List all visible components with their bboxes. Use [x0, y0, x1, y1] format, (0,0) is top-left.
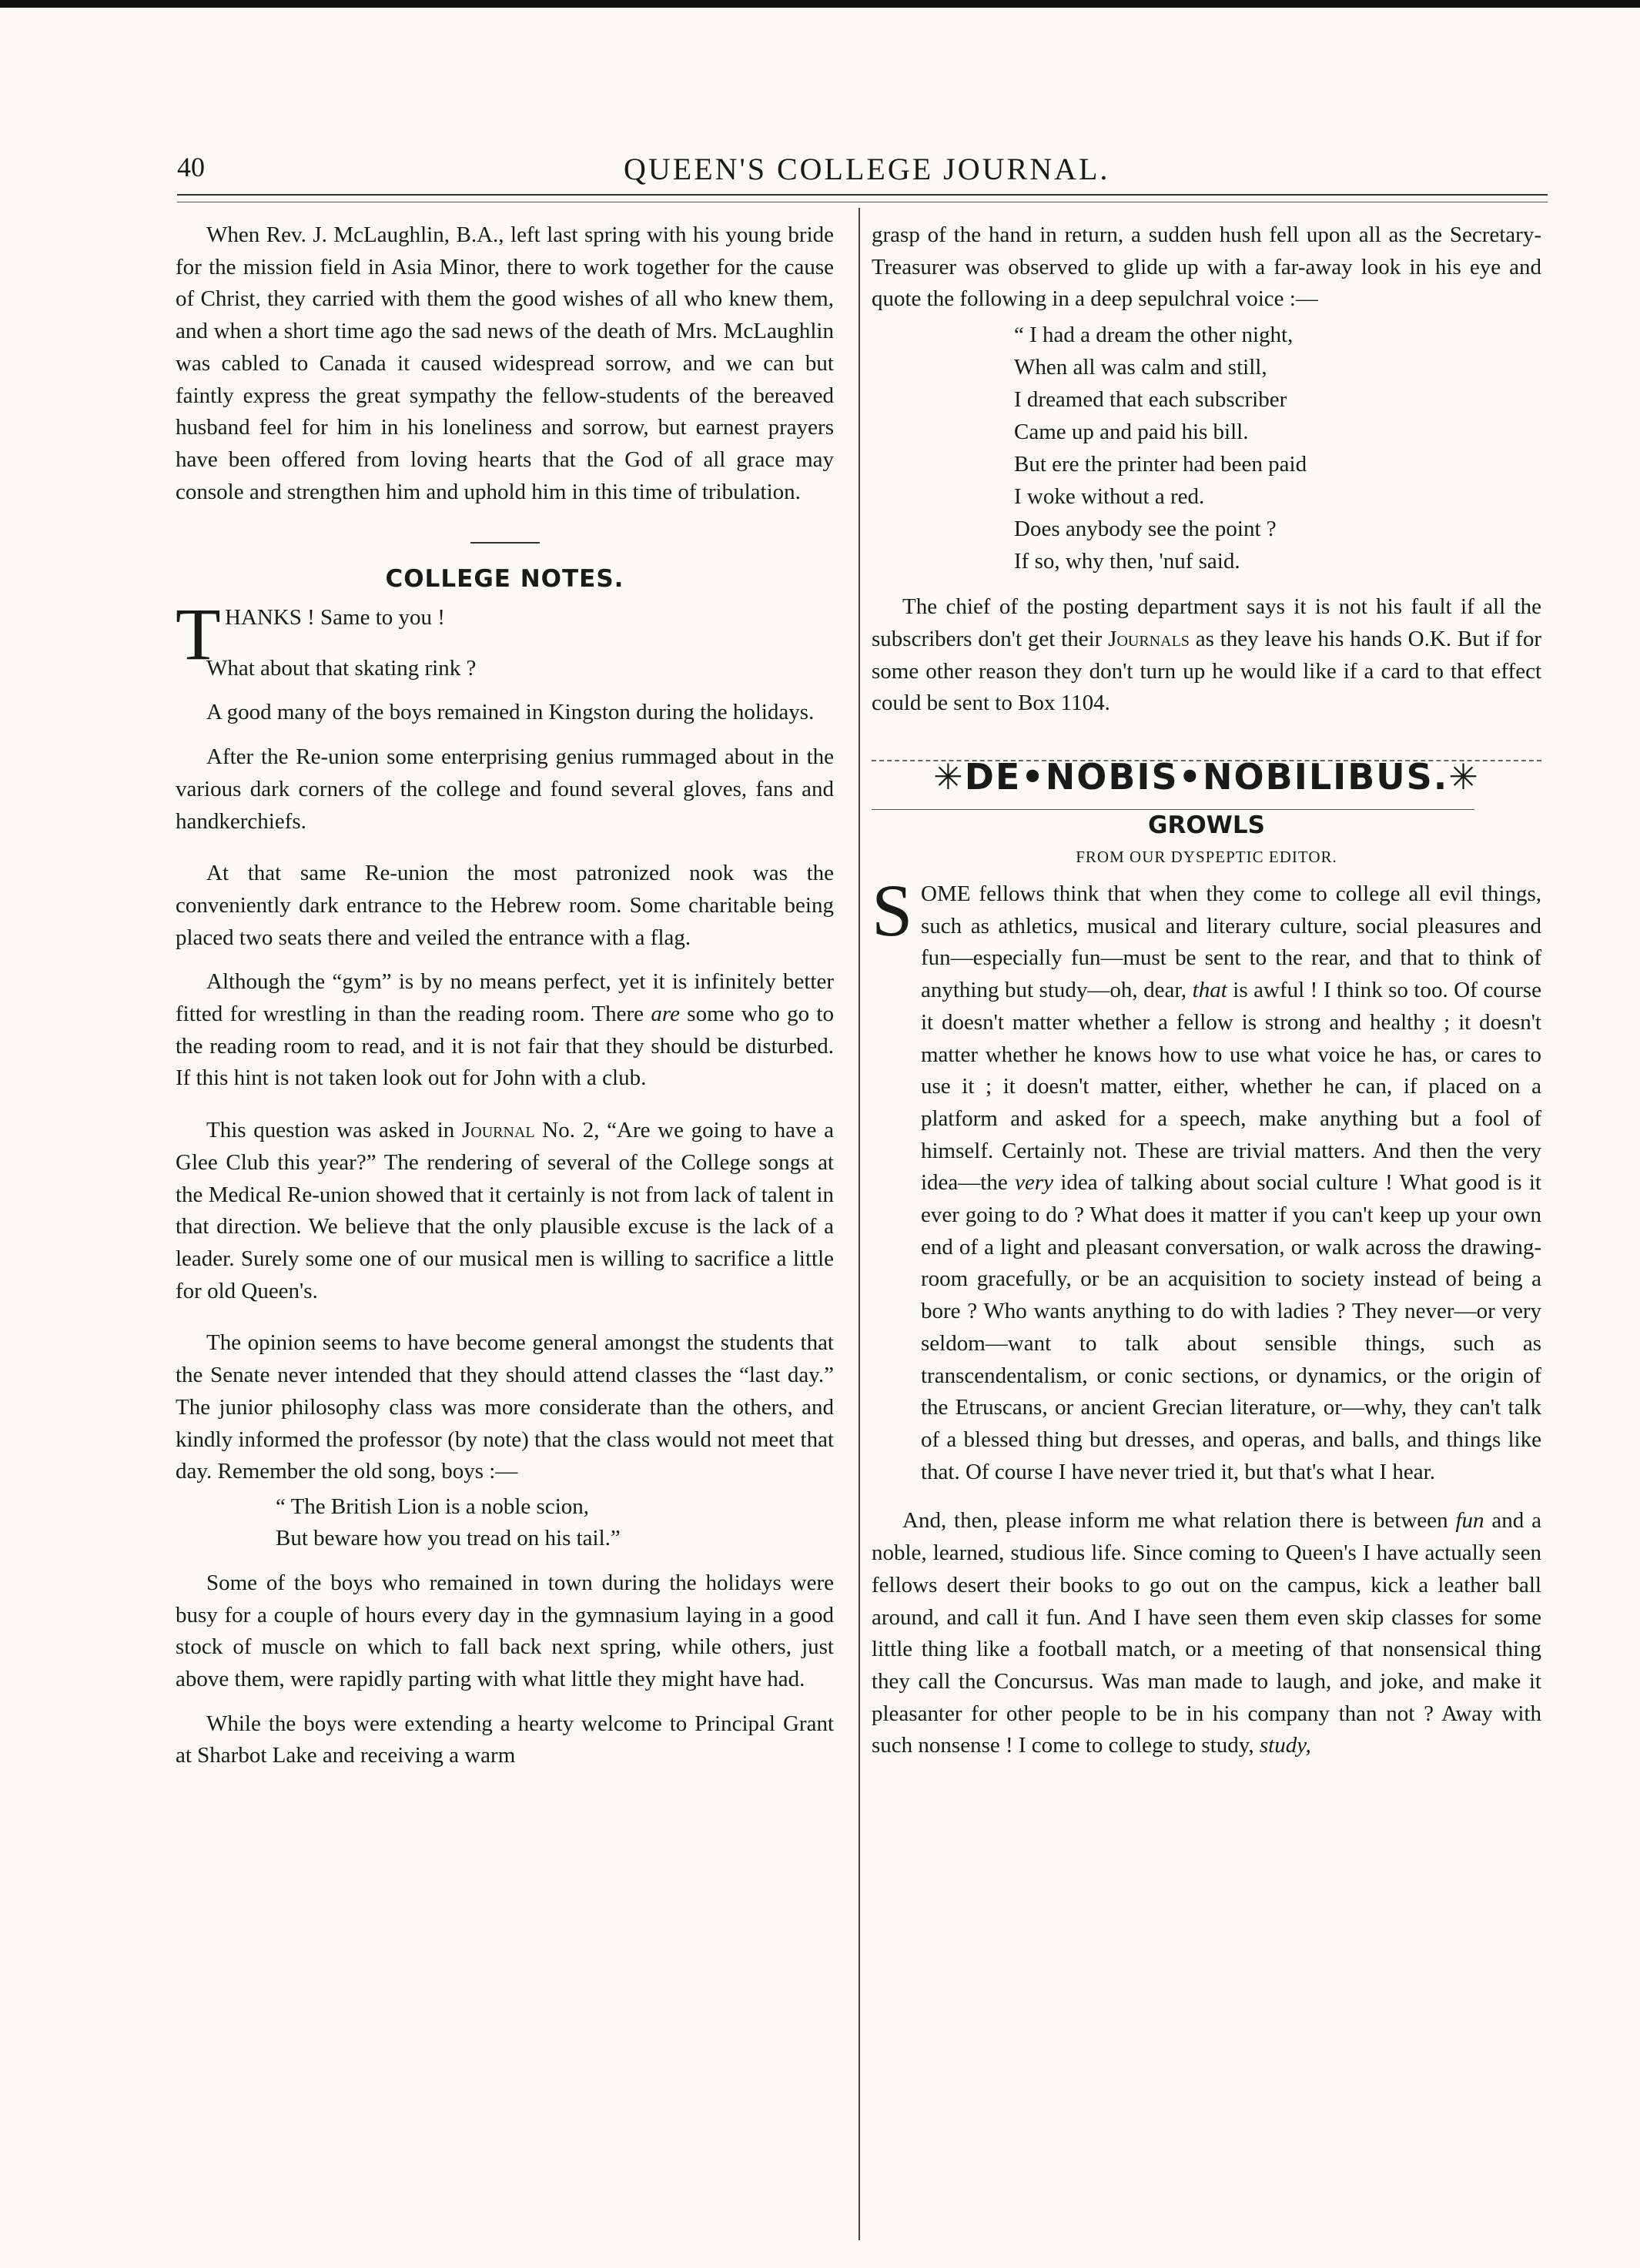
journal-title: QUEEN'S COLLEGE JOURNAL.: [624, 152, 1110, 186]
song-quote: “ The British Lion is a noble scion, But beware how you tread on his tail.”: [276, 1494, 621, 1551]
header-rule: [177, 194, 1548, 196]
gymnasium-paragraph: Some of the boys who remained in town during the holidays were busy for a couple of hours every day in the gymnasium laying in a good stock of muscle on which to fall back next spring, while others, just above them, were rapidly parting with what little they might have had.: [176, 1570, 834, 1692]
right-column: [872, 219, 1541, 1762]
drop-cap: T: [176, 593, 221, 676]
rink-paragraph: What about that skating rink ?: [206, 655, 477, 681]
glee-club-paragraph: This question was asked in Journal No. 2, “Are we going to have a Glee Club this year?” The rendering of several of the College songs at the Medical Re-union showed that it certainly is not from lack of talent in that direction. We believe that the only plausible excuse is the lack of a leader. Surely some one of our musical men is willing to sacrifice a little for old Queen's.: [176, 1118, 834, 1303]
growls-heading: GROWLS: [1148, 811, 1265, 839]
column-divider: [858, 208, 860, 2240]
college-notes-heading: COLLEGE NOTES.: [385, 565, 624, 594]
section-separator: [470, 542, 540, 544]
holidays-paragraph: A good many of the boys remained in Kingston during the holidays.: [206, 700, 815, 725]
poem: “ I had a dream the other night, When all was calm and still, I dreamed that each subscriber Came up and paid his bill. But ere the printer had been paid I woke without a red. Does anybody see the point ? If so, why then, 'nuf said.: [1014, 323, 1307, 574]
principal-grant-paragraph: While the boys were extending a hearty welcome to Principal Grant at Sharbot Lake and receiving a warm: [176, 1711, 834, 1768]
nook-paragraph: At that same Re-union the most patronized nook was the conveniently dark entrance to the Hebrew room. Some charitable being placed two seats there and veiled the entrance with a flag.: [176, 861, 834, 950]
fun-paragraph: And, then, please inform me what relation there is between fun and a noble, learned, studious life. Since coming to Queen's I have actually seen fellows desert their books to go out on the campus, kick a leather ball around, and call it fun. And I have seen them even skip classes for some little thing like a football match, or a meeting of that nonsensical thing they call the Concursus. Was man made to laugh, and joke, and make it pleasanter for other people to be in his company than not ? Away with such nonsense ! I come to college to study, study,: [872, 1508, 1541, 1758]
top-border: [0, 0, 1640, 8]
senate-paragraph: The opinion seems to have become general amongst the students that the Senate never intended that they should attend classes the “last day.” The junior philosophy class was more considerate than the others, and kindly informed the professor (by note) that the class would not meet that day. Remember the old song, boys :—: [176, 1330, 834, 1484]
reunion-paragraph: After the Re-union some enterprising genius rummaged about in the various dark corners of the college and found several gloves, fans and handkerchiefs.: [176, 744, 834, 834]
left-column: [176, 219, 834, 1772]
gym-paragraph: Although the “gym” is by no means perfect, yet it is infinitely better fitted for wrestling in than the reading room. There are some who go to the reading room to read, and it is not fair that they should be disturbed. If this hint is not taken look out for John with a club.: [176, 969, 834, 1091]
page-header: [177, 151, 1548, 197]
de-nobis-banner: ✳DE•NOBIS•NOBILIBUS.✳: [933, 755, 1480, 798]
growls-paragraph: S OME fellows think that when they come to college all evil things, such as athletics, musical and literary culture, social pleasures and fun—especially fun—must be sent to the rear, and that to think of anything but study—oh, dear, that is awful ! I think so too. Of course it doesn't matter whether a fellow is strong and healthy ; it doesn't matter whether he knows how to use what voice he has, or cares to use it ; it doesn't matter, either, whether he can, if placed on a platform and asked for a speech, make anything but a fool of himself. Certainly not. These are trivial matters. And then the very idea—the very idea of talking about social culture ! What good is it ever going to do ? What does it matter if you can't keep up your own end of a light and pleasant conversation, or walk across the drawing-room gracefully, or be an acquisition to society instead of being a bore ? Who wants anything to do with ladies ? They never—or very seldom—want to talk about sensible things, such as transcendentalism, or conic sections, or dynamics, or the origin of the Etruscans, or ancient Grecian literature, or—why, they can't talk of a blessed thing but dresses, and operas, and balls, and things like that. Of course I have never tried it, but that's what I hear.: [872, 869, 1542, 1484]
mclaughlin-paragraph: When Rev. J. McLaughlin, B.A., left last spring with his young bride for the mission field in Asia Minor, there to work together for the cause of Christ, they carried with them the good wishes of all who knew them, and when a short time ago the sad news of the death of Mrs. McLaughlin was cabled to Canada it caused widespread sorrow, and we can but faintly express the great sympathy the fellow-students of the bereaved husband feel for him in his loneliness and sorrow, but earnest prayers have been offered from loving hearts that the God of all grace may console and strengthen him and uphold him in this time of tribulation.: [176, 222, 834, 504]
page-number: 40: [177, 152, 205, 182]
posting-department-paragraph: The chief of the posting department says it is not his fault if all the subscribers don't get their Journals as they leave his hands O.K. But if for some other reason they don't turn up he would like if a card to that effect could be sent to Box 1104.: [872, 594, 1542, 716]
continued-paragraph: grasp of the hand in return, a sudden hush fell upon all as the Secretary-Treasurer was observed to glide up with a far-away look in his eye and quote the following in a deep sepulchral voice :—: [872, 222, 1541, 312]
growls-subheading: FROM OUR DYSPEPTIC EDITOR.: [1076, 848, 1337, 867]
drop-cap: S: [872, 869, 913, 952]
thanks-paragraph: T HANKS ! Same to you !: [176, 593, 445, 676]
